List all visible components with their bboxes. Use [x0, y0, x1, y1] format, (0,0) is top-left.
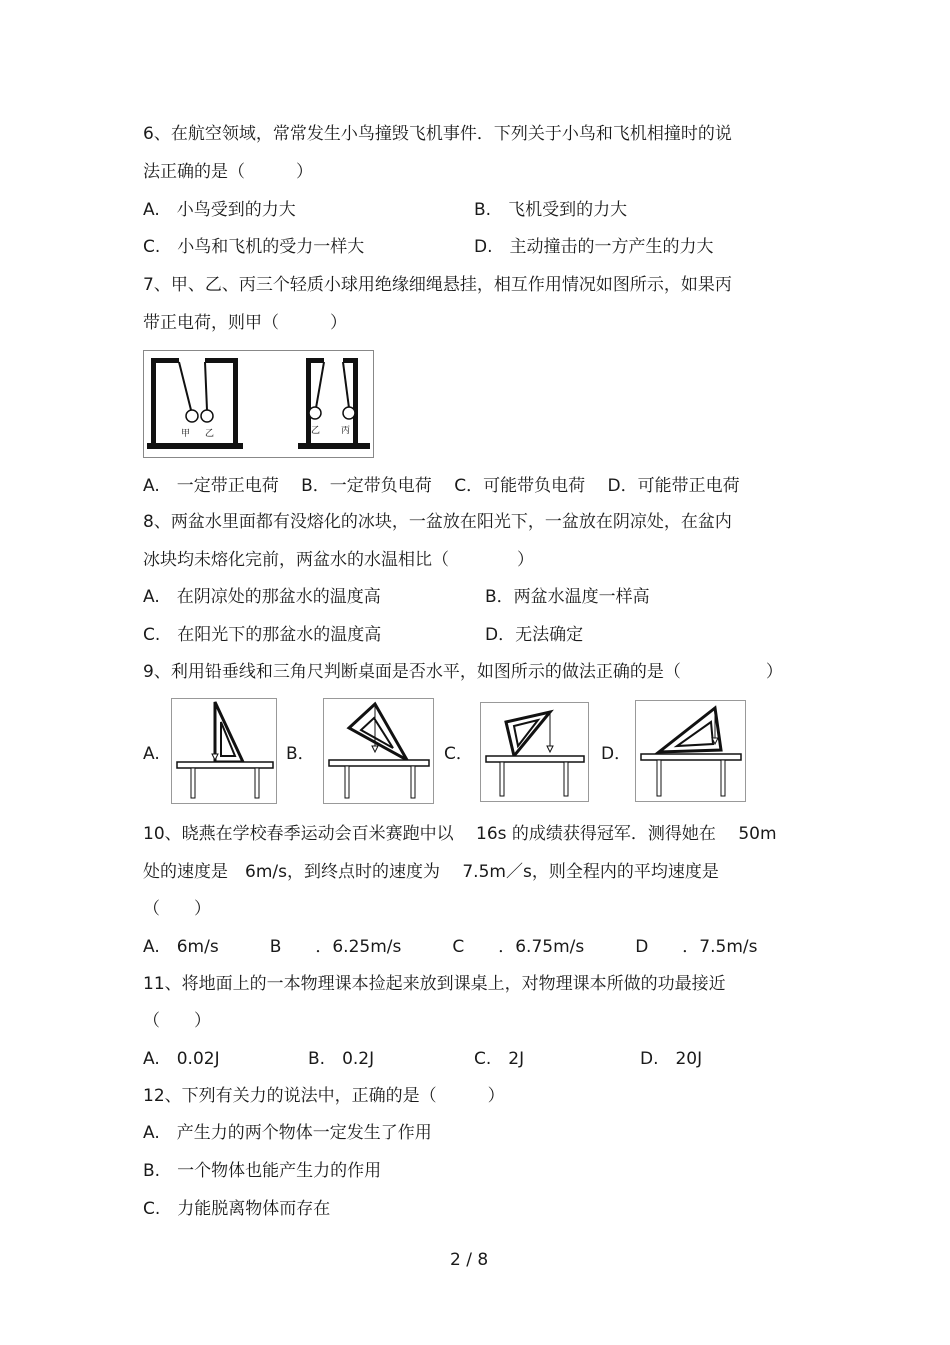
- q7-stem-line2: 带正电荷，则甲（ ）: [143, 313, 347, 333]
- q6-stem-line2: 法正确的是（ ）: [143, 162, 313, 182]
- q9-figure-c: [480, 702, 589, 802]
- q6-option-c: C. 小鸟和飞机的受力一样大: [143, 237, 365, 257]
- q8-option-d: D．无法确定: [485, 625, 584, 645]
- q12-option-c: C. 力能脱离物体而存在: [143, 1199, 331, 1219]
- q9-figure-d: [635, 700, 746, 802]
- q11-option-a: A. 0.02J: [143, 1049, 220, 1069]
- q6-option-b: B. 飞机受到的力大: [474, 200, 628, 220]
- q6-option-d: D. 主动撞击的一方产生的力大: [474, 237, 714, 257]
- q9-label-a: A.: [143, 744, 160, 764]
- q11-stem-line1: 11、将地面上的一本物理课本捡起来放到课桌上，对物理课本所做的功最接近: [143, 974, 726, 994]
- q10-stem-line2: 处的速度是 6m/s，到终点时的速度为 7.5m／s，则全程内的平均速度是: [143, 862, 719, 882]
- q6-option-a: A. 小鸟受到的力大: [143, 200, 296, 220]
- q7-stem-line1: 7、甲、乙、丙三个轻质小球用绝缘细绳悬挂，相互作用情况如图所示，如果丙: [143, 275, 732, 295]
- q9-label-d: D．: [601, 744, 632, 764]
- q10-options: A. 6m/s B ．6.25m/s C ．6.75m/s D ．7.5m/s: [143, 937, 758, 957]
- q8-option-b: B．两盆水温度一样高: [485, 587, 650, 607]
- q10-stem-line1: 10、晓燕在学校春季运动会百米赛跑中以 16s 的成绩获得冠军．测得她在 50m: [143, 824, 777, 844]
- q12-option-b: B. 一个物体也能产生力的作用: [143, 1161, 382, 1181]
- q8-option-c: C. 在阳光下的那盆水的温度高: [143, 625, 382, 645]
- q7-figure-charged-balls: [143, 350, 374, 458]
- q7-label-yi-left: 乙: [205, 429, 215, 439]
- q7-label-jia: 甲: [181, 429, 191, 439]
- page-number: 2 / 8: [450, 1250, 489, 1270]
- q9-figure-a: [171, 698, 277, 804]
- q6-stem-line1: 6、在航空领域，常常发生小鸟撞毁飞机事件．下列关于小鸟和飞机相撞时的说: [143, 124, 732, 144]
- q11-option-b: B. 0.2J: [308, 1049, 375, 1069]
- q10-stem-line3: （ ）: [143, 899, 211, 919]
- q12-stem: 12、下列有关力的说法中，正确的是（ ）: [143, 1086, 505, 1106]
- q8-stem-line2: 冰块均未熔化完前，两盆水的水温相比（ ）: [143, 550, 534, 570]
- q7-label-yi-right: 乙: [311, 426, 321, 436]
- q7-options: A. 一定带正电荷 B．一定带负电荷 C．可能带负电荷 D．可能带正电荷: [143, 476, 740, 496]
- q9-label-c: C．: [444, 744, 473, 764]
- q9-label-b: B．: [286, 744, 315, 764]
- q8-stem-line1: 8、两盆水里面都有没熔化的冰块，一盆放在阳光下，一盆放在阴凉处，在盆内: [143, 512, 732, 532]
- q11-option-c: C. 2J: [474, 1049, 525, 1069]
- q11-option-d: D. 20J: [640, 1049, 703, 1069]
- q7-label-bing: 丙: [341, 426, 351, 436]
- q9-stem: 9、利用铅垂线和三角尺判断桌面是否水平，如图所示的做法正确的是（ ）: [143, 662, 783, 682]
- q9-figure-b: [323, 698, 434, 804]
- q12-option-a: A. 产生力的两个物体一定发生了作用: [143, 1123, 432, 1143]
- q11-stem-line2: （ ）: [143, 1011, 211, 1031]
- q8-option-a: A. 在阴凉处的那盆水的温度高: [143, 587, 381, 607]
